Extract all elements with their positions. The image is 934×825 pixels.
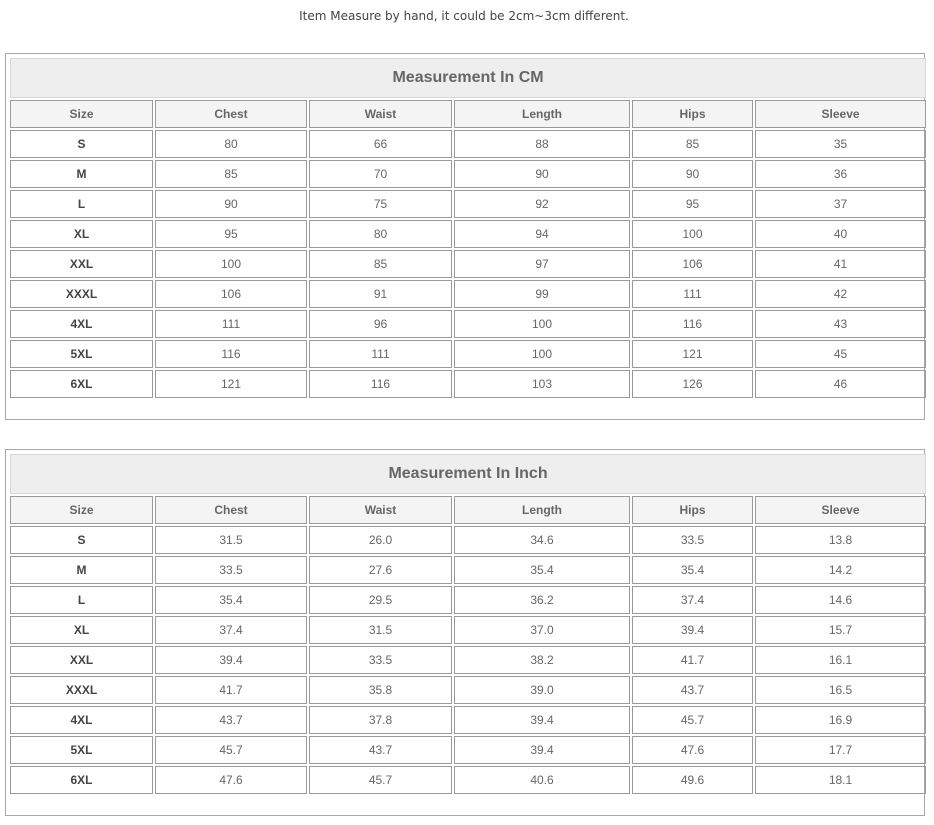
table-row (10, 130, 926, 158)
size-cell: XL (10, 220, 153, 248)
table-row (10, 586, 926, 614)
column-header-size: Size (10, 100, 153, 128)
size-cell: 4XL (10, 310, 153, 338)
inch-table-title: Measurement In Inch (10, 454, 926, 494)
value-cell-waist: 33.5 (309, 646, 452, 674)
table-row (10, 766, 926, 794)
value-cell-sleeve: 41 (755, 250, 926, 278)
value-cell-hips: 121 (632, 340, 753, 368)
value-cell-hips: 111 (632, 280, 753, 308)
value-cell-hips: 116 (632, 310, 753, 338)
size-cell: XL (10, 616, 153, 644)
table-row (10, 310, 926, 338)
value-cell-chest: 39.4 (155, 646, 307, 674)
value-cell-chest: 33.5 (155, 556, 307, 584)
value-cell-sleeve: 42 (755, 280, 926, 308)
table-row (10, 160, 926, 188)
value-cell-length: 100 (454, 340, 630, 368)
value-cell-length: 40.6 (454, 766, 630, 794)
value-cell-length: 39.4 (454, 736, 630, 764)
value-cell-hips: 126 (632, 370, 753, 398)
value-cell-hips: 45.7 (632, 706, 753, 734)
measure-note: Item Measure by hand, it could be 2cm~3cm different. (299, 9, 629, 23)
value-cell-sleeve: 37 (755, 190, 926, 218)
column-header-size: Size (10, 496, 153, 524)
table-row (10, 370, 926, 398)
column-header-hips: Hips (632, 100, 753, 128)
value-cell-hips: 43.7 (632, 676, 753, 704)
value-cell-length: 36.2 (454, 586, 630, 614)
value-cell-sleeve: 15.7 (755, 616, 926, 644)
value-cell-chest: 37.4 (155, 616, 307, 644)
table-row (10, 280, 926, 308)
value-cell-hips: 39.4 (632, 616, 753, 644)
value-cell-length: 97 (454, 250, 630, 278)
value-cell-waist: 111 (309, 340, 452, 368)
column-header-sleeve: Sleeve (755, 496, 926, 524)
value-cell-hips: 90 (632, 160, 753, 188)
value-cell-waist: 37.8 (309, 706, 452, 734)
size-cell: 5XL (10, 736, 153, 764)
value-cell-sleeve: 43 (755, 310, 926, 338)
size-cell: XXXL (10, 676, 153, 704)
cm-size-table (8, 56, 928, 400)
column-header-chest: Chest (155, 100, 307, 128)
value-cell-waist: 29.5 (309, 586, 452, 614)
size-cell: XXXL (10, 280, 153, 308)
column-header-waist: Waist (309, 496, 452, 524)
column-header-chest: Chest (155, 496, 307, 524)
value-cell-length: 38.2 (454, 646, 630, 674)
inch-size-table (8, 452, 928, 796)
size-cell: 4XL (10, 706, 153, 734)
column-header-sleeve: Sleeve (755, 100, 926, 128)
table-row (10, 676, 926, 704)
value-cell-sleeve: 14.6 (755, 586, 926, 614)
value-cell-chest: 31.5 (155, 526, 307, 554)
table-row (10, 220, 926, 248)
column-header-waist: Waist (309, 100, 452, 128)
value-cell-chest: 111 (155, 310, 307, 338)
size-cell: 6XL (10, 370, 153, 398)
value-cell-waist: 85 (309, 250, 452, 278)
value-cell-length: 39.0 (454, 676, 630, 704)
value-cell-chest: 45.7 (155, 736, 307, 764)
value-cell-length: 100 (454, 310, 630, 338)
value-cell-chest: 43.7 (155, 706, 307, 734)
value-cell-chest: 47.6 (155, 766, 307, 794)
value-cell-length: 92 (454, 190, 630, 218)
cm-table-title: Measurement In CM (10, 58, 926, 98)
table-row (10, 190, 926, 218)
size-cell: L (10, 586, 153, 614)
size-cell: 5XL (10, 340, 153, 368)
value-cell-hips: 100 (632, 220, 753, 248)
value-cell-waist: 96 (309, 310, 452, 338)
value-cell-waist: 43.7 (309, 736, 452, 764)
value-cell-sleeve: 16.9 (755, 706, 926, 734)
value-cell-sleeve: 13.8 (755, 526, 926, 554)
value-cell-sleeve: 35 (755, 130, 926, 158)
table-row (10, 736, 926, 764)
value-cell-waist: 66 (309, 130, 452, 158)
value-cell-chest: 80 (155, 130, 307, 158)
table-row (10, 706, 926, 734)
value-cell-sleeve: 36 (755, 160, 926, 188)
value-cell-sleeve: 14.2 (755, 556, 926, 584)
value-cell-hips: 85 (632, 130, 753, 158)
value-cell-length: 94 (454, 220, 630, 248)
value-cell-chest: 106 (155, 280, 307, 308)
value-cell-chest: 95 (155, 220, 307, 248)
table-row (10, 250, 926, 278)
value-cell-waist: 75 (309, 190, 452, 218)
size-cell: L (10, 190, 153, 218)
column-header-hips: Hips (632, 496, 753, 524)
value-cell-sleeve: 16.5 (755, 676, 926, 704)
value-cell-length: 90 (454, 160, 630, 188)
value-cell-waist: 80 (309, 220, 452, 248)
value-cell-waist: 70 (309, 160, 452, 188)
value-cell-hips: 49.6 (632, 766, 753, 794)
value-cell-length: 39.4 (454, 706, 630, 734)
value-cell-waist: 27.6 (309, 556, 452, 584)
value-cell-waist: 26.0 (309, 526, 452, 554)
value-cell-length: 34.6 (454, 526, 630, 554)
value-cell-length: 99 (454, 280, 630, 308)
value-cell-hips: 41.7 (632, 646, 753, 674)
value-cell-length: 37.0 (454, 616, 630, 644)
value-cell-hips: 95 (632, 190, 753, 218)
table-row (10, 556, 926, 584)
value-cell-chest: 116 (155, 340, 307, 368)
value-cell-sleeve: 45 (755, 340, 926, 368)
value-cell-waist: 31.5 (309, 616, 452, 644)
value-cell-waist: 91 (309, 280, 452, 308)
value-cell-sleeve: 16.1 (755, 646, 926, 674)
value-cell-chest: 41.7 (155, 676, 307, 704)
value-cell-hips: 47.6 (632, 736, 753, 764)
size-cell: M (10, 556, 153, 584)
value-cell-hips: 35.4 (632, 556, 753, 584)
table-row (10, 526, 926, 554)
value-cell-length: 35.4 (454, 556, 630, 584)
value-cell-chest: 35.4 (155, 586, 307, 614)
size-cell: S (10, 130, 153, 158)
table-row (10, 616, 926, 644)
value-cell-chest: 90 (155, 190, 307, 218)
value-cell-sleeve: 46 (755, 370, 926, 398)
value-cell-waist: 116 (309, 370, 452, 398)
value-cell-hips: 37.4 (632, 586, 753, 614)
value-cell-chest: 100 (155, 250, 307, 278)
value-cell-hips: 33.5 (632, 526, 753, 554)
size-cell: S (10, 526, 153, 554)
value-cell-chest: 85 (155, 160, 307, 188)
size-cell: M (10, 160, 153, 188)
column-header-length: Length (454, 100, 630, 128)
size-cell: XXL (10, 250, 153, 278)
table-row (10, 646, 926, 674)
value-cell-hips: 106 (632, 250, 753, 278)
value-cell-waist: 45.7 (309, 766, 452, 794)
size-cell: XXL (10, 646, 153, 674)
value-cell-length: 103 (454, 370, 630, 398)
value-cell-length: 88 (454, 130, 630, 158)
value-cell-chest: 121 (155, 370, 307, 398)
value-cell-sleeve: 17.7 (755, 736, 926, 764)
inch-table-container (5, 449, 925, 816)
table-row (10, 340, 926, 368)
column-header-length: Length (454, 496, 630, 524)
size-cell: 6XL (10, 766, 153, 794)
value-cell-sleeve: 40 (755, 220, 926, 248)
value-cell-sleeve: 18.1 (755, 766, 926, 794)
value-cell-waist: 35.8 (309, 676, 452, 704)
cm-table-container (5, 53, 925, 420)
